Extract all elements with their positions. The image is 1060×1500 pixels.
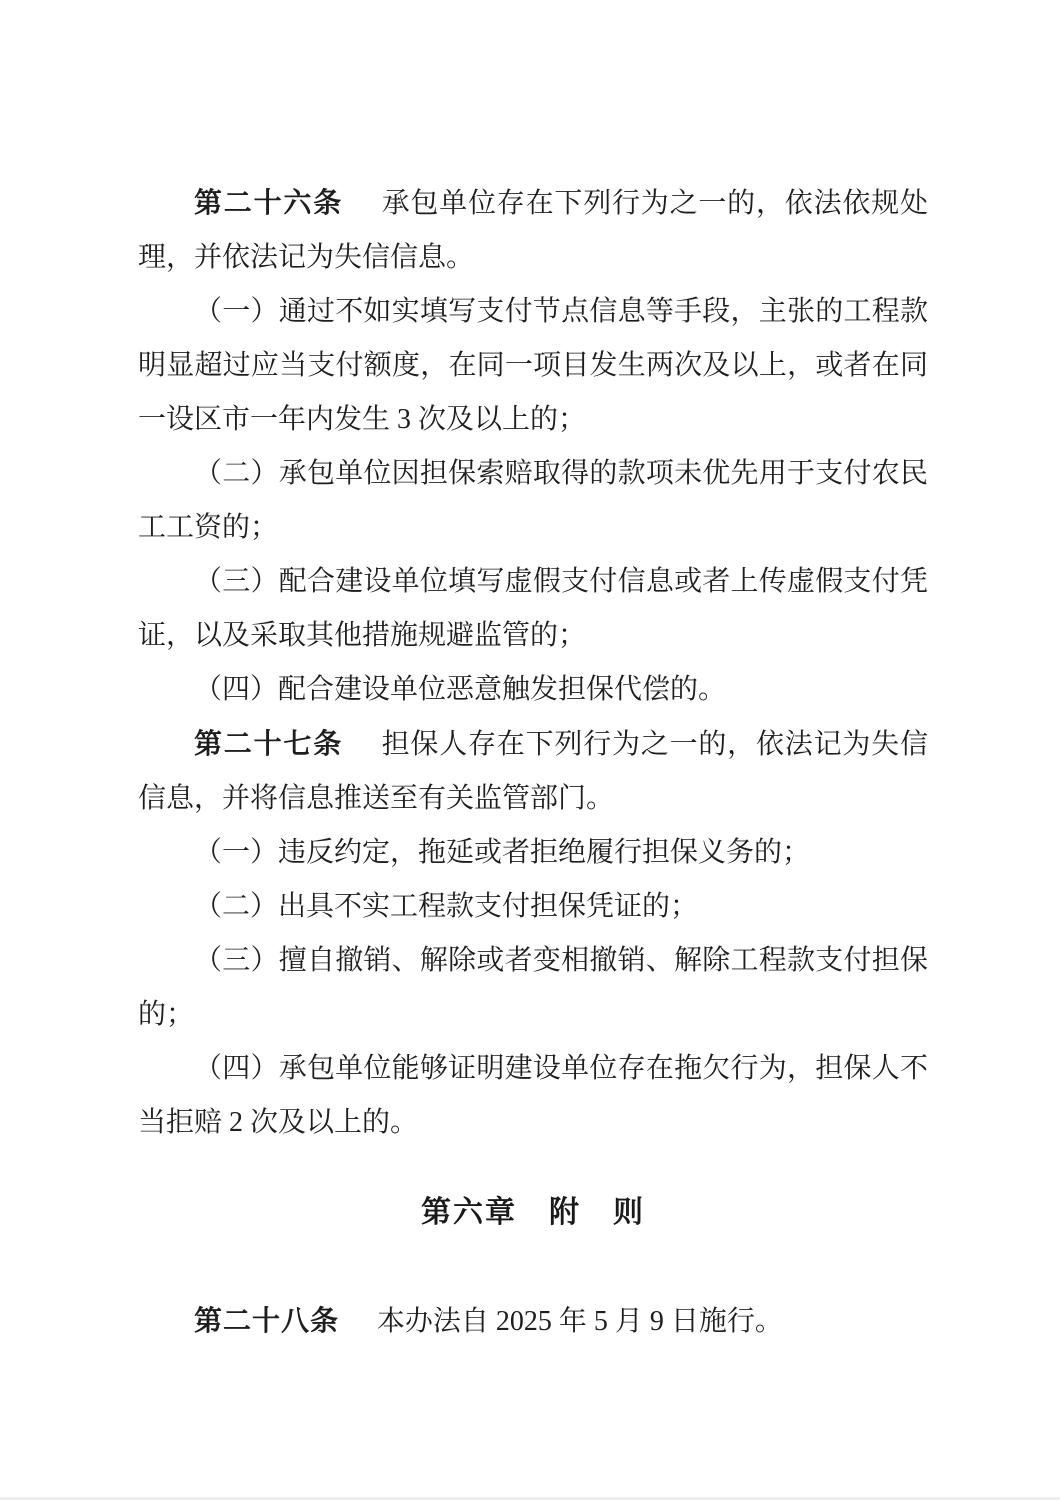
article-27-item-1 xyxy=(138,826,928,880)
article-26-item-4 xyxy=(138,663,928,717)
document-content xyxy=(138,176,928,1349)
article-27-item-2 xyxy=(138,880,928,934)
article-27-text: 担保人存在下列行为之一的，依法记为失信信息，并将信息推送至有关监管部门。 xyxy=(138,729,928,814)
article-26-item-2-text: （二）承包单位因担保索赔取得的款项未优先用于支付农民工工资的； xyxy=(138,458,928,543)
article-28-number: 第二十八条 xyxy=(194,1305,340,1336)
article-26-item-2 xyxy=(138,447,928,555)
article-27-item-3-text: （三）擅自撤销、解除或者变相撤销、解除工程款支付担保的； xyxy=(138,945,928,1030)
article-27-item-4-text: （四）承包单位能够证明建设单位存在拖欠行为，担保人不当拒赔 2 次及以上的。 xyxy=(138,1053,928,1138)
article-26-item-3 xyxy=(138,555,928,663)
article-28 xyxy=(138,1294,928,1349)
article-28-text: 本办法自 2025 年 5 月 9 日施行。 xyxy=(348,1306,783,1337)
article-26-item-3-text: （三）配合建设单位填写虚假支付信息或者上传虚假支付凭证，以及采取其他措施规避监管的； xyxy=(138,566,928,651)
article-26-item-1-text: （一）通过不如实填写支付节点信息等手段，主张的工程款明显超过应当支付额度，在同一项目发生两次及以上，或者在同一设区市一年内发生 3 次及以上的； xyxy=(138,296,928,435)
article-27-item-2-text: （二）出具不实工程款支付担保凭证的； xyxy=(194,891,699,922)
article-26-opening xyxy=(138,176,928,285)
article-27-item-3 xyxy=(138,934,928,1042)
chapter-6-heading: 第六章 附 则 xyxy=(421,1196,645,1229)
article-27-item-4 xyxy=(138,1042,928,1150)
article-26-item-1 xyxy=(138,285,928,447)
article-27-number: 第二十七条 xyxy=(194,728,343,759)
article-26-number: 第二十六条 xyxy=(194,187,343,218)
article-27-item-1-text: （一）违反约定，拖延或者拒绝履行担保义务的； xyxy=(194,837,811,868)
article-26-text: 承包单位存在下列行为之一的，依法依规处理，并依法记为失信信息。 xyxy=(138,188,928,273)
article-27-opening xyxy=(138,717,928,826)
article-26-item-4-text: （四）配合建设单位恶意触发担保代偿的。 xyxy=(194,674,727,705)
